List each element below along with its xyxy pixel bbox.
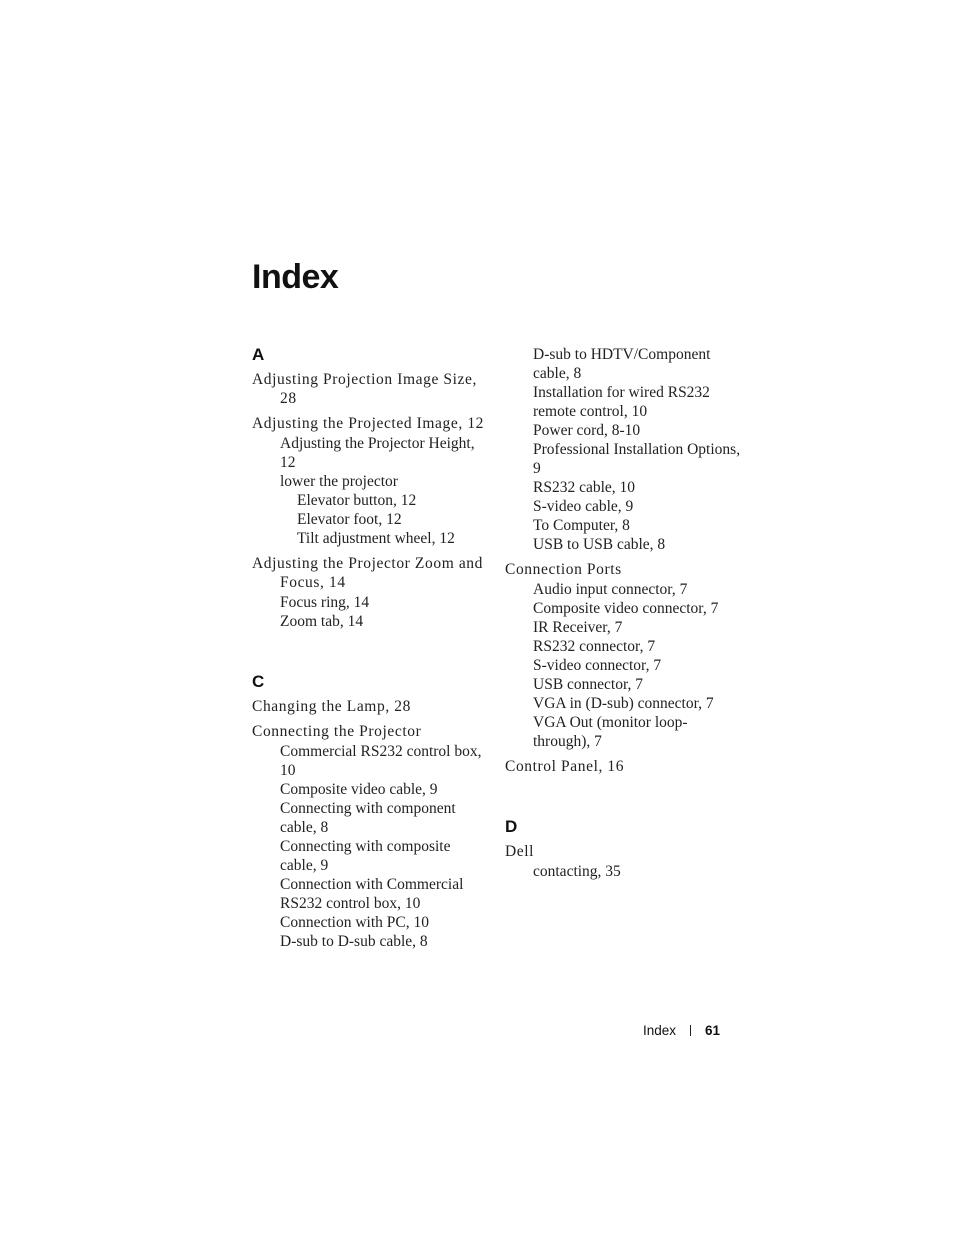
index-section [505,345,741,776]
index-entry: S-video cable, 9 [533,498,634,515]
index-entry: RS232 cable, 10 [533,479,636,496]
index-entry: USB connector, 7 [533,676,644,693]
index-section [252,344,488,631]
index-entry: Connection with Commercial RS232 control box, 10 [280,876,464,912]
index-section [252,671,488,951]
index-section [505,816,741,881]
index-entry: Tilt adjustment wheel, 12 [297,530,455,547]
page-number: 61 [704,1023,720,1038]
index-entry: Adjusting the Projector Zoom and Focus, 14 [252,555,484,591]
index-entry: D-sub to HDTV/Component cable, 8 [533,346,711,382]
index-entry: Adjusting the Projected Image, 12 [252,415,485,432]
footer-label: Index [642,1023,676,1038]
footer-separator [690,1025,691,1036]
index-entry: Changing the Lamp, 28 [252,698,411,715]
section-letter: D [505,817,518,836]
index-entry: Zoom tab, 14 [280,613,364,630]
index-column-right [505,344,741,881]
index-entry: Composite video connector, 7 [533,600,719,617]
index-entry: Commercial RS232 control box, 10 [280,743,482,779]
index-entry: contacting, 35 [533,863,621,880]
index-entry: Connecting with component cable, 8 [280,800,456,836]
index-entry: RS232 connector, 7 [533,638,656,655]
index-entry: Elevator button, 12 [297,492,417,509]
index-column-left [252,344,488,951]
index-entry: Composite video cable, 9 [280,781,438,798]
index-entry: Control Panel, 16 [505,758,625,775]
index-entry: Connecting with composite cable, 9 [280,838,451,874]
index-entry: Professional Installation Options, 9 [533,441,741,477]
index-entry: Installation for wired RS232 remote control, 10 [533,384,710,420]
index-entry: Focus ring, 14 [280,594,370,611]
index-entry: Dell [505,843,535,860]
index-entry: Power cord, 8-10 [533,422,641,439]
index-entry: VGA in (D-sub) connector, 7 [533,695,714,712]
page-title: Index [252,258,339,296]
index-entry: Connection Ports [505,561,622,578]
index-entry: USB to USB cable, 8 [533,536,666,553]
index-entry: S-video connector, 7 [533,657,662,674]
index-entry: Audio input connector, 7 [533,581,688,598]
index-entry: Adjusting the Projector Height, 12 [280,435,475,471]
index-entry: To Computer, 8 [533,517,630,534]
section-letter: A [252,345,265,364]
index-entry: Adjusting Projection Image Size, 28 [252,371,477,407]
index-entry: IR Receiver, 7 [533,619,623,636]
section-letter: C [252,672,265,691]
index-entry: VGA Out (monitor loop-through), 7 [533,714,688,750]
index-entry: Connection with PC, 10 [280,914,429,931]
index-entry: lower the projector [280,473,398,490]
index-entry: Elevator foot, 12 [297,511,402,528]
index-entry: Connecting the Projector [252,723,422,740]
index-entry: D-sub to D-sub cable, 8 [280,933,428,950]
page-footer [560,1021,720,1041]
